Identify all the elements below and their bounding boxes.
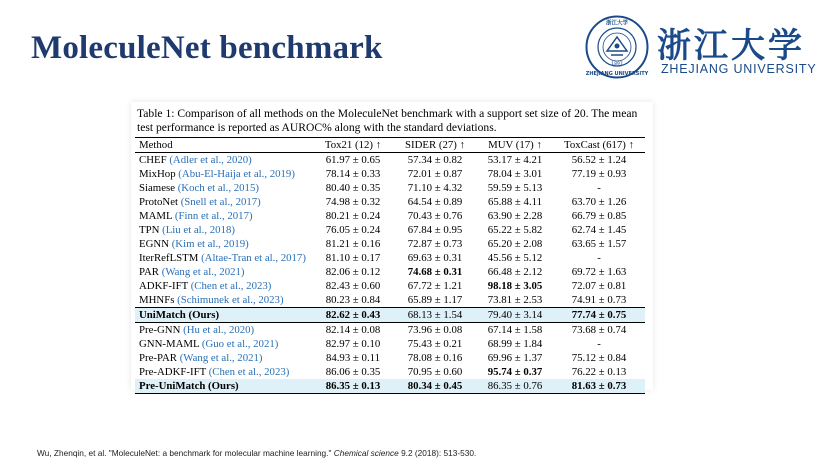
header-method: Method — [139, 139, 173, 151]
citation-link[interactable]: (Snell et al., 2017) — [180, 196, 261, 208]
score-cell: 73.96 ± 0.08 — [407, 324, 463, 336]
citation-link[interactable]: (Abu-El-Haija et al., 2019) — [178, 168, 295, 180]
score-cell: 67.14 ± 1.58 — [487, 324, 543, 336]
method-name: Pre-PAR — [139, 352, 177, 364]
score-cell: 82.97 ± 0.10 — [325, 338, 381, 350]
method-name: Pre-UniMatch (Ours) — [139, 380, 239, 392]
citation-link[interactable]: (Kim et al., 2019) — [171, 238, 249, 250]
method-name: CHEF — [139, 154, 167, 166]
citation-link[interactable]: (Chen et al., 2023) — [190, 280, 272, 292]
score-cell: 74.98 ± 0.32 — [325, 196, 381, 208]
method-name: UniMatch (Ours) — [139, 309, 220, 321]
method-name: Pre-ADKF-IFT — [139, 366, 206, 378]
citation-link[interactable]: (Wang et al., 2021) — [161, 266, 245, 278]
score-cell: 63.90 ± 2.28 — [487, 210, 543, 222]
score-cell: 84.93 ± 0.11 — [325, 352, 381, 364]
score-cell: - — [597, 338, 601, 350]
citation-link[interactable]: (Chen et al., 2023) — [208, 366, 290, 378]
method-cell — [135, 167, 313, 181]
method-name: GNN-MAML — [139, 338, 200, 350]
score-cell: 82.43 ± 0.60 — [325, 280, 381, 292]
score-cell: 78.08 ± 0.16 — [407, 352, 463, 364]
citation-link[interactable]: (Altae-Tran et al., 2017) — [201, 252, 306, 264]
score-cell: 67.72 ± 1.21 — [407, 280, 463, 292]
score-cell: 80.23 ± 0.84 — [325, 294, 381, 306]
table-row — [135, 237, 645, 251]
score-cell: 72.01 ± 0.87 — [407, 168, 463, 180]
university-name-en: ZHEJIANG UNIVERSITY — [661, 62, 817, 76]
score-cell: 57.34 ± 0.82 — [407, 154, 463, 166]
score-cell: - — [597, 182, 601, 194]
score-cell: 63.65 ± 1.57 — [571, 238, 627, 250]
method-name: MAML — [139, 210, 173, 222]
score-cell: 65.22 ± 5.82 — [487, 224, 543, 236]
score-cell: 75.43 ± 0.21 — [407, 338, 463, 350]
table-row — [135, 379, 645, 394]
score-cell: 98.18 ± 3.05 — [487, 280, 543, 292]
score-cell: 56.52 ± 1.24 — [571, 154, 627, 166]
method-name: ADKF-IFT — [139, 280, 188, 292]
score-cell: 82.14 ± 0.08 — [325, 324, 381, 336]
table-row — [135, 251, 645, 265]
method-name: IterRefLSTM — [139, 252, 199, 264]
method-cell — [135, 265, 313, 279]
score-cell: 80.34 ± 0.45 — [407, 380, 463, 392]
table-row — [135, 293, 645, 308]
university-name-cn: 浙江大学 — [657, 26, 805, 66]
score-cell: 66.48 ± 2.12 — [487, 266, 543, 278]
method-cell — [135, 365, 313, 379]
score-cell: 75.12 ± 0.84 — [571, 352, 627, 364]
score-cell: 72.87 ± 0.73 — [407, 238, 463, 250]
citation-link[interactable]: (Schimunek et al., 2023) — [177, 294, 284, 306]
score-cell: 82.06 ± 0.12 — [325, 266, 381, 278]
citation-link[interactable]: (Finn et al., 2017) — [174, 210, 253, 222]
method-name: TPN — [139, 224, 160, 236]
score-cell: 68.13 ± 1.54 — [407, 309, 463, 321]
score-cell: 73.68 ± 0.74 — [571, 324, 627, 336]
score-cell: 70.43 ± 0.76 — [407, 210, 463, 222]
results-table — [135, 137, 645, 394]
score-cell: 77.74 ± 0.75 — [571, 309, 627, 321]
table-row — [135, 181, 645, 195]
method-name: MHNFs — [139, 294, 175, 306]
university-seal-icon — [585, 15, 649, 79]
score-cell: 66.79 ± 0.85 — [571, 210, 627, 222]
score-cell: 64.54 ± 0.89 — [407, 196, 463, 208]
citation-link[interactable]: (Adler et al., 2020) — [169, 154, 252, 166]
table-row — [135, 308, 645, 323]
header-muv: MUV (17) ↑ — [488, 139, 542, 151]
slide-title: MoleculeNet benchmark — [31, 30, 383, 66]
header-tox21: Tox21 (12) ↑ — [324, 139, 382, 151]
method-name: PAR — [139, 266, 160, 278]
citation-link[interactable]: (Guo et al., 2021) — [201, 338, 279, 350]
method-name: Siamese — [139, 182, 175, 194]
method-cell — [135, 379, 313, 394]
score-cell: 72.07 ± 0.81 — [571, 280, 627, 292]
table-row — [135, 323, 645, 338]
score-cell: 62.74 ± 1.45 — [571, 224, 627, 236]
score-cell: 73.81 ± 2.53 — [487, 294, 543, 306]
reference-footnote — [37, 448, 476, 458]
header-sider: SIDER (27) ↑ — [405, 139, 465, 151]
table-row — [135, 265, 645, 279]
score-cell: 80.40 ± 0.35 — [325, 182, 381, 194]
method-cell — [135, 279, 313, 293]
seal-caption: ZHEJIANG UNIVERSITY — [585, 71, 649, 77]
citation-link[interactable]: (Koch et al., 2015) — [177, 182, 259, 194]
citation-link[interactable]: (Hu et al., 2020) — [183, 324, 255, 336]
method-cell — [135, 209, 313, 223]
score-cell: 79.40 ± 3.14 — [487, 309, 543, 321]
score-cell: 70.95 ± 0.60 — [407, 366, 463, 378]
score-cell: 80.21 ± 0.24 — [325, 210, 381, 222]
score-cell: 78.04 ± 3.01 — [487, 168, 543, 180]
score-cell: 95.74 ± 0.37 — [487, 366, 543, 378]
method-name: Pre-GNN — [139, 324, 181, 336]
method-name: MixHop — [139, 168, 176, 180]
score-cell: 45.56 ± 5.12 — [487, 252, 543, 264]
score-cell: 76.05 ± 0.24 — [325, 224, 381, 236]
score-cell: 86.06 ± 0.35 — [325, 366, 381, 378]
score-cell: 86.35 ± 0.13 — [325, 380, 381, 392]
footnote-pages: 9.2 (2018): 513-530. — [398, 448, 477, 458]
table-row — [135, 279, 645, 293]
score-cell: 63.70 ± 1.26 — [571, 196, 627, 208]
method-name: ProtoNet — [139, 196, 178, 208]
method-cell — [135, 195, 313, 209]
score-cell: 61.97 ± 0.65 — [325, 154, 381, 166]
score-cell: 81.63 ± 0.73 — [571, 380, 627, 392]
table-row — [135, 209, 645, 223]
method-cell — [135, 337, 313, 351]
table-row — [135, 153, 645, 168]
table-row — [135, 195, 645, 209]
seal-year: 1897 — [611, 62, 623, 67]
score-cell: 65.88 ± 4.11 — [487, 196, 543, 208]
table-figure — [131, 102, 653, 390]
citation-link[interactable]: (Liu et al., 2018) — [162, 224, 235, 236]
table-row — [135, 167, 645, 181]
table-group-standard — [135, 153, 645, 323]
score-cell: 68.99 ± 1.84 — [487, 338, 543, 350]
method-cell — [135, 181, 313, 195]
table-row — [135, 223, 645, 237]
method-cell — [135, 351, 313, 365]
score-cell: 67.84 ± 0.95 — [407, 224, 463, 236]
score-cell: 78.14 ± 0.33 — [325, 168, 381, 180]
score-cell: 71.10 ± 4.32 — [407, 182, 463, 194]
score-cell: 76.22 ± 0.13 — [571, 366, 627, 378]
score-cell: 69.63 ± 0.31 — [407, 252, 463, 264]
score-cell: 65.20 ± 2.08 — [487, 238, 543, 250]
score-cell: 65.89 ± 1.17 — [407, 294, 463, 306]
table-group-pretrained — [135, 323, 645, 394]
footnote-journal: Chemical science — [333, 448, 399, 458]
footnote-text: Wu, Zhenqin, et al. "MoleculeNet: a benchmark for molecular machine learning." — [37, 448, 334, 458]
score-cell: 53.17 ± 4.21 — [487, 154, 543, 166]
method-cell — [135, 308, 313, 323]
score-cell: 74.68 ± 0.31 — [407, 266, 463, 278]
score-cell: 69.72 ± 1.63 — [571, 266, 627, 278]
header-toxcast: ToxCast (617) ↑ — [563, 139, 635, 151]
svg-text:浙江大学: 浙江大学 — [605, 20, 629, 27]
score-cell: 74.91 ± 0.73 — [571, 294, 627, 306]
table-row — [135, 337, 645, 351]
table-row — [135, 365, 645, 379]
method-name: EGNN — [139, 238, 169, 250]
method-cell — [135, 293, 313, 308]
method-cell — [135, 251, 313, 265]
score-cell: 86.35 ± 0.76 — [487, 380, 543, 392]
method-cell — [135, 153, 313, 168]
method-cell — [135, 223, 313, 237]
score-cell: 77.19 ± 0.93 — [571, 168, 627, 180]
score-cell: 59.59 ± 5.13 — [487, 182, 543, 194]
table-header-row — [135, 138, 645, 153]
citation-link[interactable]: (Wang et al., 2021) — [179, 352, 263, 364]
table-row — [135, 351, 645, 365]
method-cell — [135, 237, 313, 251]
score-cell: 82.62 ± 0.43 — [325, 309, 381, 321]
score-cell: 69.96 ± 1.37 — [487, 352, 543, 364]
score-cell: 81.10 ± 0.17 — [325, 252, 381, 264]
method-cell — [135, 323, 313, 338]
score-cell: - — [597, 252, 601, 264]
score-cell: 81.21 ± 0.16 — [325, 238, 381, 250]
table-caption: Table 1: Comparison of all methods on the MoleculeNet benchmark with a support set size of 20. The mean test performance is reported as AUROC% along with the standard deviations. — [137, 107, 638, 134]
